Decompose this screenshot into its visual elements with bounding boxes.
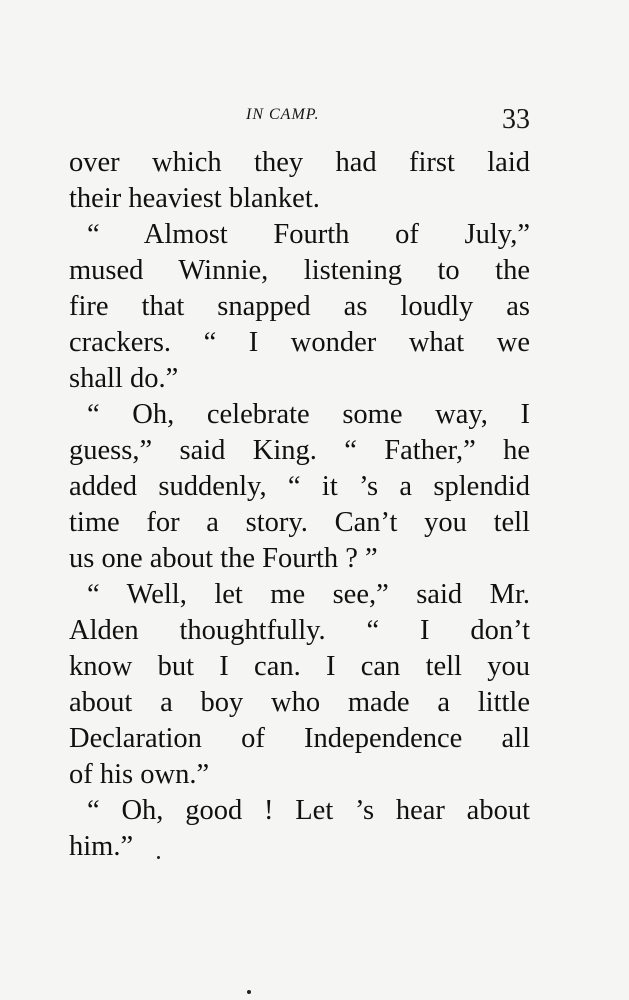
text-line: us one about the Fourth ? ” <box>69 543 378 574</box>
text-line: crackers. “ I wonder what we <box>69 327 530 358</box>
text-line: “ Oh, celebrate some way, I <box>87 399 530 430</box>
text-line: shall do.” <box>69 363 179 394</box>
text-line: him.” <box>69 831 134 862</box>
text-line: Declaration of Independence all <box>69 723 530 754</box>
text-line: added suddenly, “ it ’s a splendid <box>69 471 530 502</box>
text-line: over which they had first laid <box>69 147 530 178</box>
page-number: 33 <box>502 104 530 135</box>
print-speck <box>157 856 160 859</box>
text-line: time for a story. Can’t you tell <box>69 507 530 538</box>
text-line: guess,” said King. “ Father,” he <box>69 435 530 466</box>
text-line: their heaviest blanket. <box>69 183 320 214</box>
text-line: about a boy who made a little <box>69 687 530 718</box>
text-line: mused Winnie, listening to the <box>69 255 530 286</box>
text-line: of his own.” <box>69 759 210 790</box>
text-line: fire that snapped as loudly as <box>69 291 530 322</box>
text-line: know but I can. I can tell you <box>69 651 530 682</box>
chapter-title: IN CAMP. <box>246 106 320 123</box>
print-speck <box>247 990 251 994</box>
body-text <box>69 145 530 865</box>
text-line: “ Almost Fourth of July,” <box>87 219 530 250</box>
text-line: “ Oh, good ! Let ’s hear about <box>87 795 530 826</box>
text-line: “ Well, let me see,” said Mr. <box>87 579 530 610</box>
running-head <box>70 100 530 140</box>
text-line: Alden thoughtfully. “ I don’t <box>69 615 530 646</box>
